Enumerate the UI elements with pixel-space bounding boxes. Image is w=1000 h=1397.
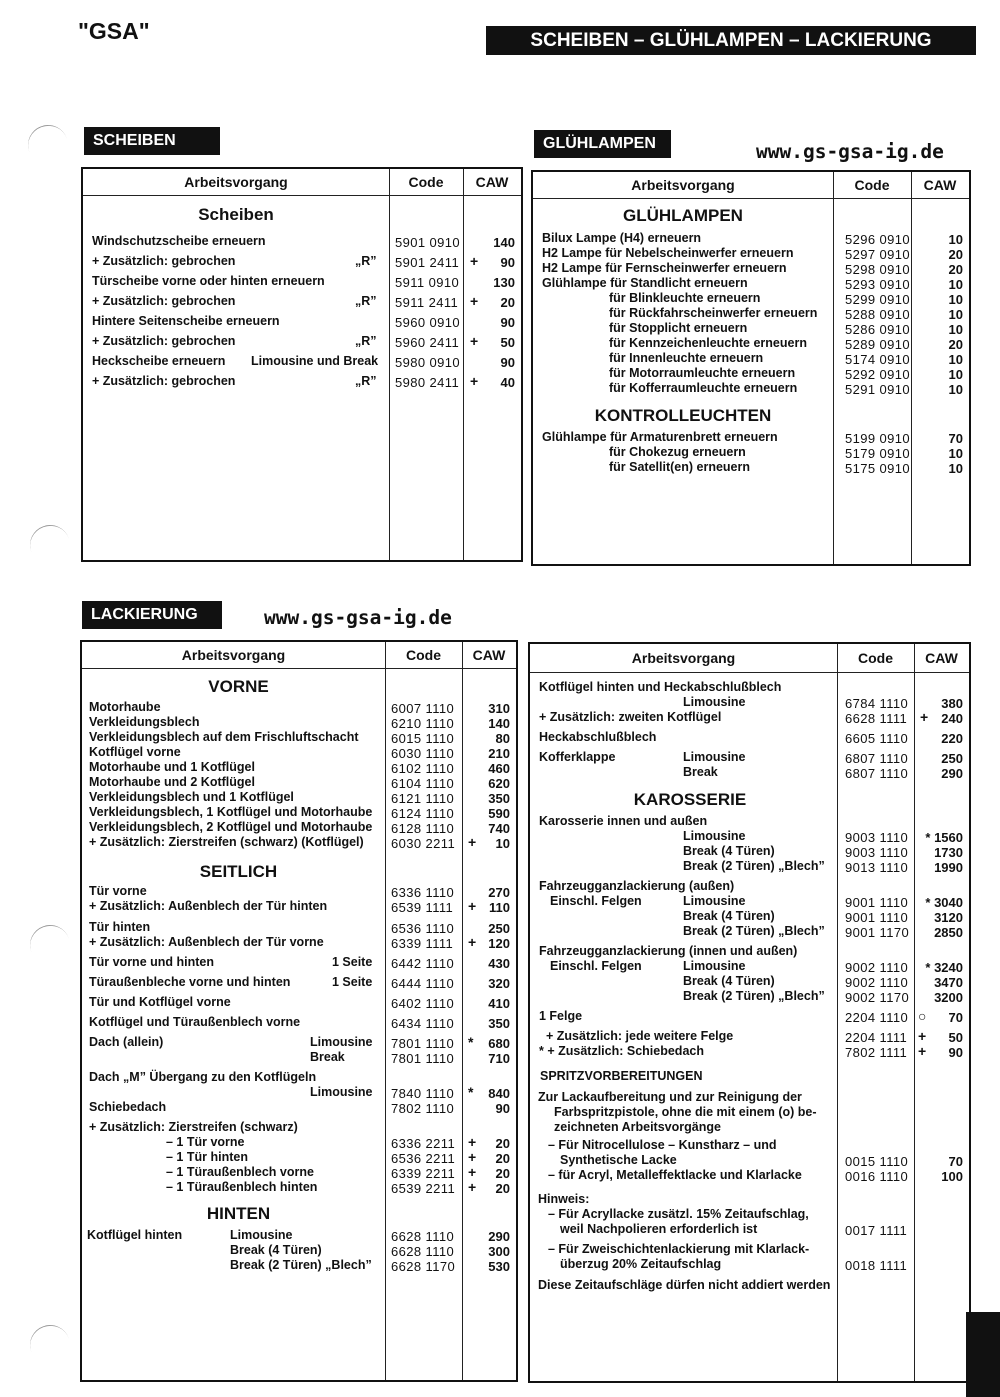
caw-value: 2850 xyxy=(934,925,963,940)
code-cell: 6102 1110 xyxy=(391,761,455,776)
caw-value: 90 xyxy=(948,1045,963,1060)
row-label: Verkleidungsblech xyxy=(89,715,200,729)
row-label: Motorhaube und 1 Kotflügel xyxy=(89,760,255,774)
caw-value: 290 xyxy=(941,766,963,781)
row-label: Kotflügel hinten und Heckabschlußblech xyxy=(539,680,782,694)
code-cell: 7801 1110 xyxy=(391,1036,455,1051)
caw-value: 90 xyxy=(495,1101,510,1116)
code-cell: 5299 0910 xyxy=(845,292,911,307)
row-variant: Break (2 Türen) „Blech” xyxy=(683,924,825,938)
code-cell: 5901 0910 xyxy=(395,235,461,250)
code-cell: 6336 2211 xyxy=(391,1136,456,1151)
row-label: – für Acryl, Metalleffektlacke und Klarlacke xyxy=(548,1168,802,1182)
row-variant: Limousine xyxy=(230,1228,293,1242)
code-cell: 5288 0910 xyxy=(845,307,911,322)
row-variant: 1 Seite xyxy=(332,955,373,969)
table-karosserie xyxy=(528,642,971,1383)
row-variant: Break (4 Türen) xyxy=(683,844,775,858)
code-cell: 6007 1110 xyxy=(391,701,455,716)
caw-value: 10 xyxy=(495,836,510,851)
caw-value: 10 xyxy=(948,232,963,247)
code-cell: 6444 1110 xyxy=(391,976,455,991)
row-label: weil Nachpolieren erforderlich ist xyxy=(560,1222,758,1236)
caw-value: 430 xyxy=(488,956,510,971)
caw-value: 20 xyxy=(495,1136,510,1151)
hinweis-label: Hinweis: xyxy=(538,1192,590,1206)
caw-value: 90 xyxy=(500,315,515,330)
row-label: Heckabschlußblech xyxy=(539,730,657,744)
row-label: – 1 Tür vorne xyxy=(166,1135,245,1149)
row-label: Tür vorne xyxy=(89,884,147,898)
subheading: KONTROLLEUCHTEN xyxy=(594,406,772,425)
code-cell: 7802 1111 xyxy=(845,1045,908,1060)
final-note: Diese Zeitaufschläge dürfen nicht addiert werden xyxy=(538,1278,831,1292)
row-variant: „R” xyxy=(355,294,377,308)
code-cell: 6539 2211 xyxy=(391,1181,456,1196)
row-label: Schiebedach xyxy=(89,1100,167,1114)
row-label: Fahrzeugganzlackierung (außen) xyxy=(539,879,735,893)
code-cell: 5980 2411 xyxy=(395,375,460,390)
subheading: Scheiben xyxy=(198,205,274,224)
code-cell: 7802 1110 xyxy=(391,1101,455,1116)
caw-value: 10 xyxy=(948,322,963,337)
subheading: SEITLICH xyxy=(199,862,278,881)
website-url: www.gs-gsa-ig.de xyxy=(264,606,452,629)
modifier-symbol: + xyxy=(468,1134,477,1150)
row-label: für Kennzeichenleuchte erneuern xyxy=(609,336,807,350)
row-variant: Break (4 Türen) xyxy=(230,1243,322,1257)
caw-value: 590 xyxy=(488,806,510,821)
code-cell: 7801 1110 xyxy=(391,1051,455,1066)
caw-value: 620 xyxy=(488,776,510,791)
code-cell: 9001 1170 xyxy=(845,925,910,940)
caw-value: 270 xyxy=(488,885,510,900)
caw-value: 20 xyxy=(948,337,963,352)
caw-value: 10 xyxy=(948,382,963,397)
caw-value: 310 xyxy=(488,701,510,716)
row-label: 1 Felge xyxy=(539,1009,583,1023)
row-variant: Limousine xyxy=(683,750,746,764)
caw-value: 1990 xyxy=(934,860,963,875)
code-cell: 6807 1110 xyxy=(845,766,909,781)
col-header-caw: CAW xyxy=(925,650,958,666)
row-label: * + Zusätzlich: Schiebedach xyxy=(539,1044,704,1058)
caw-value: 10 xyxy=(948,367,963,382)
modifier-symbol: + xyxy=(920,709,929,725)
table-gluehlampen xyxy=(531,170,971,566)
caw-value: 3120 xyxy=(934,910,963,925)
modifier-symbol: + xyxy=(468,1149,477,1165)
row-label: Einschl. Felgen xyxy=(550,959,642,973)
website-url: www.gs-gsa-ig.de xyxy=(756,140,944,163)
caw-value: 110 xyxy=(489,900,510,915)
row-label: Verkleidungsblech auf dem Frischluftschacht xyxy=(89,730,359,744)
code-cell: 9001 1110 xyxy=(845,895,909,910)
code-cell: 6536 1110 xyxy=(391,921,455,936)
row-variant: Limousine xyxy=(683,695,746,709)
punch-hole-mark xyxy=(24,919,75,970)
code-cell: 6339 2211 xyxy=(391,1166,456,1181)
code-cell: 5901 2411 xyxy=(395,255,460,270)
code-cell: 5286 0910 xyxy=(845,322,911,337)
code-cell: 6336 1110 xyxy=(391,885,455,900)
row-variant: „R” xyxy=(355,254,377,268)
code-cell: 2204 1111 xyxy=(845,1030,908,1045)
row-label: für Rückfahrscheinwerfer erneuern xyxy=(609,306,818,320)
code-cell: 0015 1110 xyxy=(845,1154,909,1169)
code-cell: 0016 1110 xyxy=(845,1169,909,1184)
code-cell: 6628 1170 xyxy=(391,1259,456,1274)
row-label: Tür vorne und hinten xyxy=(89,955,214,969)
code-cell: 6124 1110 xyxy=(391,806,455,821)
code-cell: 6030 2211 xyxy=(391,836,456,851)
row-variant: 1 Seite xyxy=(332,975,373,989)
caw-value: 220 xyxy=(941,731,963,746)
row-label: Türaußenbleche vorne und hinten xyxy=(89,975,291,989)
caw-value: 10 xyxy=(948,461,963,476)
row-label: Windschutzscheibe erneuern xyxy=(92,234,266,248)
caw-value: 130 xyxy=(493,275,515,290)
modifier-symbol: + xyxy=(468,1179,477,1195)
code-cell: 6121 1110 xyxy=(391,791,455,806)
caw-value: 10 xyxy=(948,307,963,322)
code-cell: 6104 1110 xyxy=(391,776,455,791)
row-variant: Limousine xyxy=(683,829,746,843)
row-label: – Für Nitrocellulose – Kunstharz – und xyxy=(548,1138,777,1152)
modifier-symbol: + xyxy=(470,253,479,269)
caw-value: 50 xyxy=(948,1030,963,1045)
caw-value: 3200 xyxy=(934,990,963,1005)
code-cell: 5179 0910 xyxy=(845,446,911,461)
row-label: Karosserie innen und außen xyxy=(539,814,708,828)
modifier-symbol: ○ xyxy=(918,1008,927,1024)
row-label: Dach (allein) xyxy=(89,1035,164,1049)
row-label: + Zusätzlich: jede weitere Felge xyxy=(546,1029,734,1043)
col-header-op: Arbeitsvorgang xyxy=(631,650,736,666)
row-label: H2 Lampe für Nebelscheinwerfer erneuern xyxy=(542,246,794,260)
row-label: Glühlampe für Armaturenbrett erneuern xyxy=(542,430,778,444)
code-cell: 6402 1110 xyxy=(391,996,455,1011)
code-cell: 9002 1170 xyxy=(845,990,910,1005)
col-header-code: Code xyxy=(406,647,441,663)
caw-value: 10 xyxy=(948,446,963,461)
caw-value: 10 xyxy=(948,277,963,292)
section-label-lackierung: LACKIERUNG xyxy=(82,601,222,629)
code-cell: 6628 1111 xyxy=(845,711,908,726)
row-variant: Limousine und Break xyxy=(251,354,379,368)
caw-value: 530 xyxy=(488,1259,510,1274)
row-variant: Break (2 Türen) „Blech” xyxy=(230,1258,372,1272)
row-label: für Satellit(en) erneuern xyxy=(609,460,750,474)
caw-value: 740 xyxy=(488,821,510,836)
col-header-op: Arbeitsvorgang xyxy=(631,177,735,193)
caw-value: 20 xyxy=(500,295,515,310)
row-label: für Kofferraumleuchte erneuern xyxy=(609,381,798,395)
caw-value: 50 xyxy=(500,335,515,350)
subheading: GLÜHLAMPEN xyxy=(623,206,743,225)
row-label: + Zusätzlich: zweiten Kotflügel xyxy=(539,710,722,724)
caw-value: 20 xyxy=(948,262,963,277)
row-label: Hintere Seitenscheibe erneuern xyxy=(92,314,280,328)
row-label: + Zusätzlich: Außenblech der Tür hinten xyxy=(89,899,328,913)
row-variant: Break xyxy=(310,1050,345,1064)
code-cell: 9001 1110 xyxy=(845,910,909,925)
modifier-symbol: + xyxy=(468,1164,477,1180)
modifier-symbol: + xyxy=(468,834,477,850)
row-label: Kofferklappe xyxy=(539,750,616,764)
row-label: – 1 Türaußenblech vorne xyxy=(166,1165,314,1179)
code-cell: 6605 1110 xyxy=(845,731,909,746)
row-label: Bilux Lampe (H4) erneuern xyxy=(542,231,702,245)
punch-hole-mark xyxy=(22,119,73,170)
section-label-scheiben: SCHEIBEN xyxy=(84,127,220,155)
caw-value: 3470 xyxy=(934,975,963,990)
code-cell: 5174 0910 xyxy=(845,352,911,367)
row-label: Motorhaube xyxy=(89,700,161,714)
caw-value: 140 xyxy=(493,235,515,250)
caw-value: 10 xyxy=(948,292,963,307)
caw-value: 350 xyxy=(488,791,510,806)
caw-value: 70 xyxy=(948,431,963,446)
code-cell: 5296 0910 xyxy=(845,232,911,247)
modifier-symbol: + xyxy=(470,333,479,349)
code-cell: 6784 1110 xyxy=(845,696,909,711)
row-label: Heckscheibe erneuern xyxy=(92,354,226,368)
modifier-symbol: + xyxy=(918,1028,927,1044)
caw-value: 120 xyxy=(488,936,510,951)
row-variant: Break xyxy=(683,765,718,779)
caw-value: 10 xyxy=(948,352,963,367)
caw-value: 840 xyxy=(488,1086,510,1101)
code-cell: 6210 1110 xyxy=(391,716,455,731)
spritz-title: SPRITZVORBEREITUNGEN xyxy=(540,1069,703,1083)
row-variant: Limousine xyxy=(310,1035,373,1049)
code-cell: 9003 1110 xyxy=(845,830,909,845)
row-variant: Break (2 Türen) „Blech” xyxy=(683,859,825,873)
caw-value: 240 xyxy=(941,711,963,726)
row-label: überzug 20% Zeitaufschlag xyxy=(560,1257,722,1271)
row-label: Tür und Kotflügel vorne xyxy=(89,995,231,1009)
table-lackierung xyxy=(80,640,518,1382)
code-cell: 6339 1111 xyxy=(391,936,454,951)
code-cell: 6628 1110 xyxy=(391,1244,455,1259)
modifier-symbol: + xyxy=(468,934,477,950)
code-cell: 5911 2411 xyxy=(395,295,459,310)
row-variant: Break (4 Türen) xyxy=(683,909,775,923)
caw-value: 1730 xyxy=(934,845,963,860)
section-label-gluehlampen: GLÜHLAMPEN xyxy=(534,130,671,158)
code-cell: 6539 1111 xyxy=(391,900,454,915)
row-label: Fahrzeugganzlackierung (innen und außen) xyxy=(539,944,798,958)
caw-value: 320 xyxy=(488,976,510,991)
col-header-code: Code xyxy=(858,650,893,666)
caw-value: 20 xyxy=(495,1166,510,1181)
code-cell: 9002 1110 xyxy=(845,960,909,975)
row-label: Einschl. Felgen xyxy=(550,894,642,908)
subheading: HINTEN xyxy=(206,1204,271,1223)
modifier-symbol: + xyxy=(470,373,479,389)
caw-value: 20 xyxy=(495,1151,510,1166)
code-cell: 0018 1111 xyxy=(845,1258,908,1273)
page-edge-tab xyxy=(966,1312,1000,1397)
col-header-caw: CAW xyxy=(923,177,957,193)
row-label: Türscheibe vorne oder hinten erneuern xyxy=(92,274,325,288)
row-label: – Für Acryllacke zusätzl. 15% Zeitaufschlag, xyxy=(548,1207,809,1221)
row-label: + Zusätzlich: gebrochen xyxy=(92,374,236,388)
row-label: H2 Lampe für Fernscheinwerfer erneuern xyxy=(542,261,787,275)
row-label: für Motorraumleuchte erneuern xyxy=(609,366,796,380)
caw-value: 40 xyxy=(500,375,515,390)
model-title: "GSA" xyxy=(78,18,150,44)
spritz-text-3: zeichneten Arbeitsvorgänge xyxy=(554,1120,721,1134)
col-header-caw: CAW xyxy=(472,647,506,663)
code-cell: 9003 1110 xyxy=(845,845,909,860)
code-cell: 5297 0910 xyxy=(845,247,911,262)
caw-value: 20 xyxy=(495,1181,510,1196)
code-cell: 5291 0910 xyxy=(845,382,911,397)
code-cell: 6628 1110 xyxy=(391,1229,455,1244)
caw-value: 350 xyxy=(488,1016,510,1031)
row-variant: „R” xyxy=(355,334,377,348)
caw-value: 80 xyxy=(495,731,510,746)
row-label: Dach „M” Übergang zu den Kotflügeln xyxy=(89,1070,317,1084)
row-label: – 1 Türaußenblech hinten xyxy=(166,1180,318,1194)
caw-value: 300 xyxy=(488,1244,510,1259)
caw-value: * 3240 xyxy=(925,960,963,975)
row-label: + Zusätzlich: Zierstreifen (schwarz) xyxy=(89,1120,298,1134)
code-cell: 5960 2411 xyxy=(395,335,460,350)
caw-value: 70 xyxy=(948,1154,963,1169)
code-cell: 5175 0910 xyxy=(845,461,911,476)
code-cell: 5292 0910 xyxy=(845,367,911,382)
row-label: für Blinkleuchte erneuern xyxy=(609,291,761,305)
row-variant: Break (2 Türen) „Blech” xyxy=(683,989,825,1003)
row-label: für Stopplicht erneuern xyxy=(609,321,748,335)
row-label: Glühlampe für Standlicht erneuern xyxy=(542,276,748,290)
caw-value: 100 xyxy=(941,1169,963,1184)
code-cell: 6434 1110 xyxy=(391,1016,455,1031)
caw-value: 140 xyxy=(488,716,510,731)
punch-hole-mark xyxy=(24,519,75,570)
code-cell: 6015 1110 xyxy=(391,731,455,746)
row-label: + Zusätzlich: Außenblech der Tür vorne xyxy=(89,935,324,949)
code-cell: 6030 1110 xyxy=(391,746,455,761)
row-label: Motorhaube und 2 Kotflügel xyxy=(89,775,255,789)
modifier-symbol: + xyxy=(918,1043,927,1059)
caw-value: 90 xyxy=(500,255,515,270)
code-cell: 9002 1110 xyxy=(845,975,909,990)
row-variant: Limousine xyxy=(310,1085,373,1099)
row-label: Verkleidungsblech, 2 Kotflügel und Motorhaube xyxy=(89,820,373,834)
row-label: + Zusätzlich: Zierstreifen (schwarz) (Kotflügel) xyxy=(89,835,364,849)
code-cell: 5293 0910 xyxy=(845,277,911,292)
caw-value: 290 xyxy=(488,1229,510,1244)
row-label: Verkleidungsblech und 1 Kotflügel xyxy=(89,790,294,804)
modifier-symbol: + xyxy=(470,293,479,309)
code-cell: 6128 1110 xyxy=(391,821,455,836)
code-cell: 5298 0910 xyxy=(845,262,911,277)
caw-value: * 1560 xyxy=(925,830,963,845)
code-cell: 7840 1110 xyxy=(391,1086,455,1101)
caw-value: 380 xyxy=(941,696,963,711)
code-cell: 6536 2211 xyxy=(391,1151,456,1166)
spritz-text-2: Farbspritzpistole, ohne die mit einem (o) be- xyxy=(554,1105,817,1119)
col-header-op: Arbeitsvorgang xyxy=(184,174,288,190)
code-cell: 5980 0910 xyxy=(395,355,461,370)
col-header-op: Arbeitsvorgang xyxy=(181,647,286,663)
row-label: + Zusätzlich: gebrochen xyxy=(92,254,236,268)
code-cell: 5911 0910 xyxy=(395,275,460,290)
code-cell: 2204 1110 xyxy=(845,1010,909,1025)
row-label: Synthetische Lacke xyxy=(560,1153,677,1167)
row-label: Kotflügel vorne xyxy=(89,745,181,759)
row-label: Verkleidungsblech, 1 Kotflügel und Motorhaube xyxy=(89,805,373,819)
code-cell: 5199 0910 xyxy=(845,431,911,446)
row-label: Kotflügel und Türaußenblech vorne xyxy=(89,1015,301,1029)
row-label: + Zusätzlich: gebrochen xyxy=(92,334,236,348)
caw-value: 210 xyxy=(488,746,510,761)
punch-hole-mark xyxy=(24,1319,75,1370)
caw-value: 250 xyxy=(488,921,510,936)
row-label: für Innenleuchte erneuern xyxy=(609,351,764,365)
row-variant: Limousine xyxy=(683,959,746,973)
caw-value: 20 xyxy=(948,247,963,262)
modifier-symbol: + xyxy=(468,898,477,914)
row-label: Kotflügel hinten xyxy=(87,1228,183,1242)
row-label: + Zusätzlich: gebrochen xyxy=(92,294,236,308)
caw-value: 710 xyxy=(488,1051,510,1066)
row-variant: „R” xyxy=(355,374,377,388)
code-cell: 9013 1110 xyxy=(845,860,909,875)
subheading: VORNE xyxy=(208,677,269,696)
row-label: Tür hinten xyxy=(89,920,151,934)
caw-value: 680 xyxy=(488,1036,510,1051)
row-label: – Für Zweischichtenlackierung mit Klarlack- xyxy=(548,1242,810,1256)
caw-value: 410 xyxy=(488,996,510,1011)
code-cell: 5289 0910 xyxy=(845,337,911,352)
col-header-code: Code xyxy=(854,177,890,193)
page-banner: SCHEIBEN – GLÜHLAMPEN – LACKIERUNG xyxy=(486,26,976,55)
code-cell: 0017 1111 xyxy=(845,1223,908,1238)
row-variant: Limousine xyxy=(683,894,746,908)
modifier-symbol: * xyxy=(468,1034,474,1050)
caw-value: 250 xyxy=(941,751,963,766)
row-label: – 1 Tür hinten xyxy=(166,1150,248,1164)
subheading: KAROSSERIE xyxy=(633,790,747,809)
caw-value: 70 xyxy=(948,1010,963,1025)
modifier-symbol: * xyxy=(468,1084,474,1100)
caw-value: 460 xyxy=(488,761,510,776)
caw-value: 90 xyxy=(500,355,515,370)
col-header-code: Code xyxy=(408,174,444,190)
table-scheiben xyxy=(81,167,523,562)
code-cell: 6442 1110 xyxy=(391,956,455,971)
code-cell: 6807 1110 xyxy=(845,751,909,766)
caw-value: * 3040 xyxy=(925,895,963,910)
code-cell: 5960 0910 xyxy=(395,315,461,330)
row-variant: Break (4 Türen) xyxy=(683,974,775,988)
col-header-caw: CAW xyxy=(475,174,509,190)
spritz-text-1: Zur Lackaufbereitung und zur Reinigung der xyxy=(538,1090,802,1104)
row-label: für Chokezug erneuern xyxy=(609,445,746,459)
